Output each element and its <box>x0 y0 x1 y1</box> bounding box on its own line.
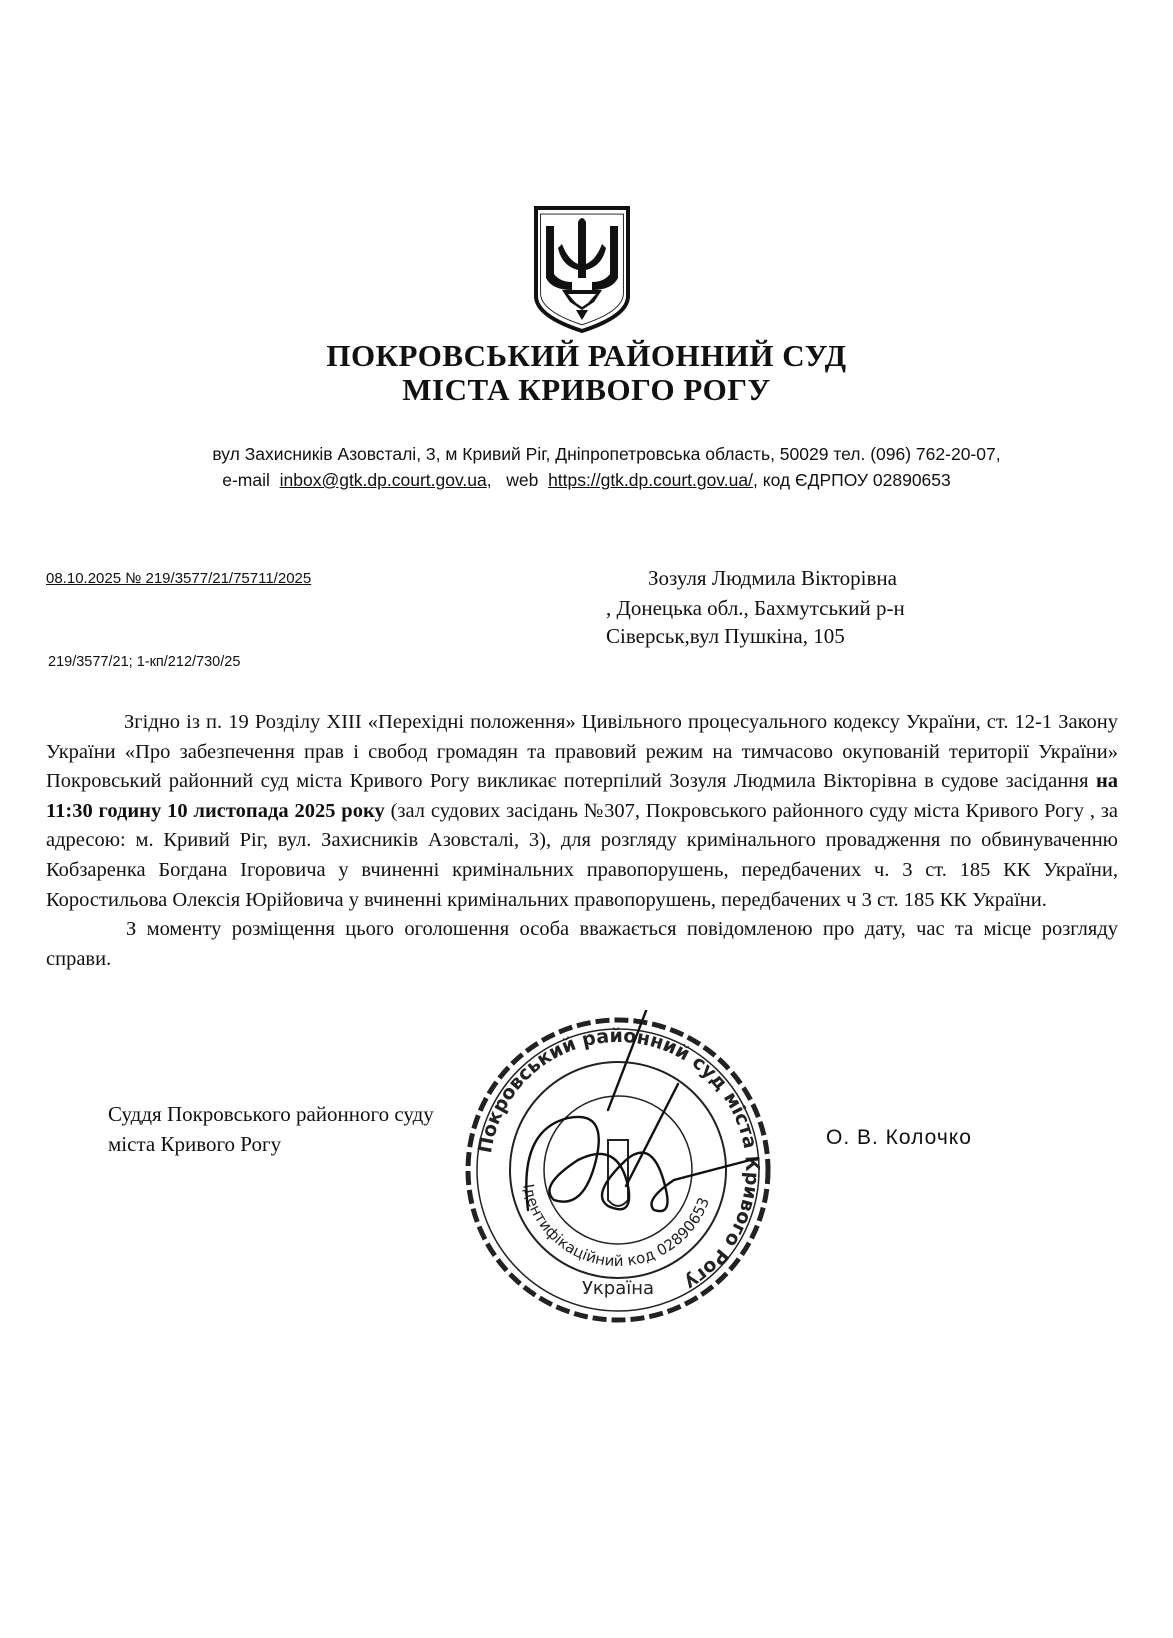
email-label: e-mail <box>222 470 270 490</box>
body-paragraph-1: Згідно із п. 19 Розділу XIII «Перехідні положення» Цивільного процесуального кодексу України, ст. 12-1 Закону України «Про забезпечення прав і свобод громадян та правовий режим на тимчасово окупованій території України» Покровський районний суд міста Кривого Рогу викликає потерпілий Зозуля Людмила Вікторівна в судове засідання на 11:30 годину 10 листопада 2025 року (зал судових засідань №307, Покровського районного суду міста Кривого Рогу , за адресою: м. Кривий Ріг, вул. Захисників Азовсталі, 3), для розгляду кримінального провадження по обвинуваченню Кобзаренка Богдана Ігоровича у вчиненні кримінальних правопорушень, передбачених ч. 3 ст. 185 КК України, Коростильова Олексія Юрійовича у вчиненні кримінальних правопорушень, передбачених ч 3 ст. 185 КК України. <box>46 711 1118 911</box>
tryzub-coat-of-arms-icon <box>532 204 632 334</box>
seal-inner-text: Ідентифікаційний код 02890653 <box>519 1182 714 1271</box>
court-contacts: e-mail inbox@gtk.dp.court.gov.ua, web https://gtk.dp.court.gov.ua/, код ЄДРПОУ 02890653 <box>222 470 951 490</box>
judge-position-line2: міста Кривого Рогу <box>108 1132 282 1156</box>
court-address: вул Захисників Азовсталі, 3, м Кривий Ріг, Дніпропетровська область, 50029 тел. (096) 762-20-07, <box>212 444 1001 464</box>
judge-name: О. В. Колочко <box>826 1126 972 1149</box>
seal-bottom-text: Україна <box>581 1278 655 1299</box>
recipient-street: Сіверськ,вул Пушкіна, 105 <box>606 624 845 648</box>
hearing-datetime: на 11:30 годину 10 листопада 2025 року <box>46 770 1118 822</box>
recipient-region: , Донецька обл., Бахмутський р-н <box>606 596 905 620</box>
seal-outer-text: Покровський районний суд міста Кривого Рогу <box>474 1024 764 1295</box>
recipient-name: Зозуля Людмила Вікторівна <box>648 566 897 590</box>
case-reference: 219/3577/21; 1-кп/212/730/25 <box>48 654 241 670</box>
court-round-seal-icon <box>458 1010 778 1330</box>
email-link[interactable]: inbox@gtk.dp.court.gov.ua <box>279 470 487 490</box>
court-name-line2: МІСТА КРИВОГО РОГУ <box>402 372 771 407</box>
judge-position-line1: Суддя Покровського районного суду <box>108 1102 434 1126</box>
outgoing-number: 08.10.2025 № 219/3577/21/75711/2025 <box>46 570 312 587</box>
letter-body <box>46 708 1118 974</box>
court-name-line1: ПОКРОВСЬКИЙ РАЙОННИЙ СУД <box>326 338 847 373</box>
body-paragraph-2: З моменту розміщення цього оголошення особа вважається повідомленою про дату, час та місце розгляду справи. <box>46 918 1118 970</box>
web-label: web <box>506 470 539 490</box>
web-link[interactable]: https://gtk.dp.court.gov.ua/ <box>548 470 753 490</box>
edrpou-code: код ЄДРПОУ 02890653 <box>762 470 951 490</box>
